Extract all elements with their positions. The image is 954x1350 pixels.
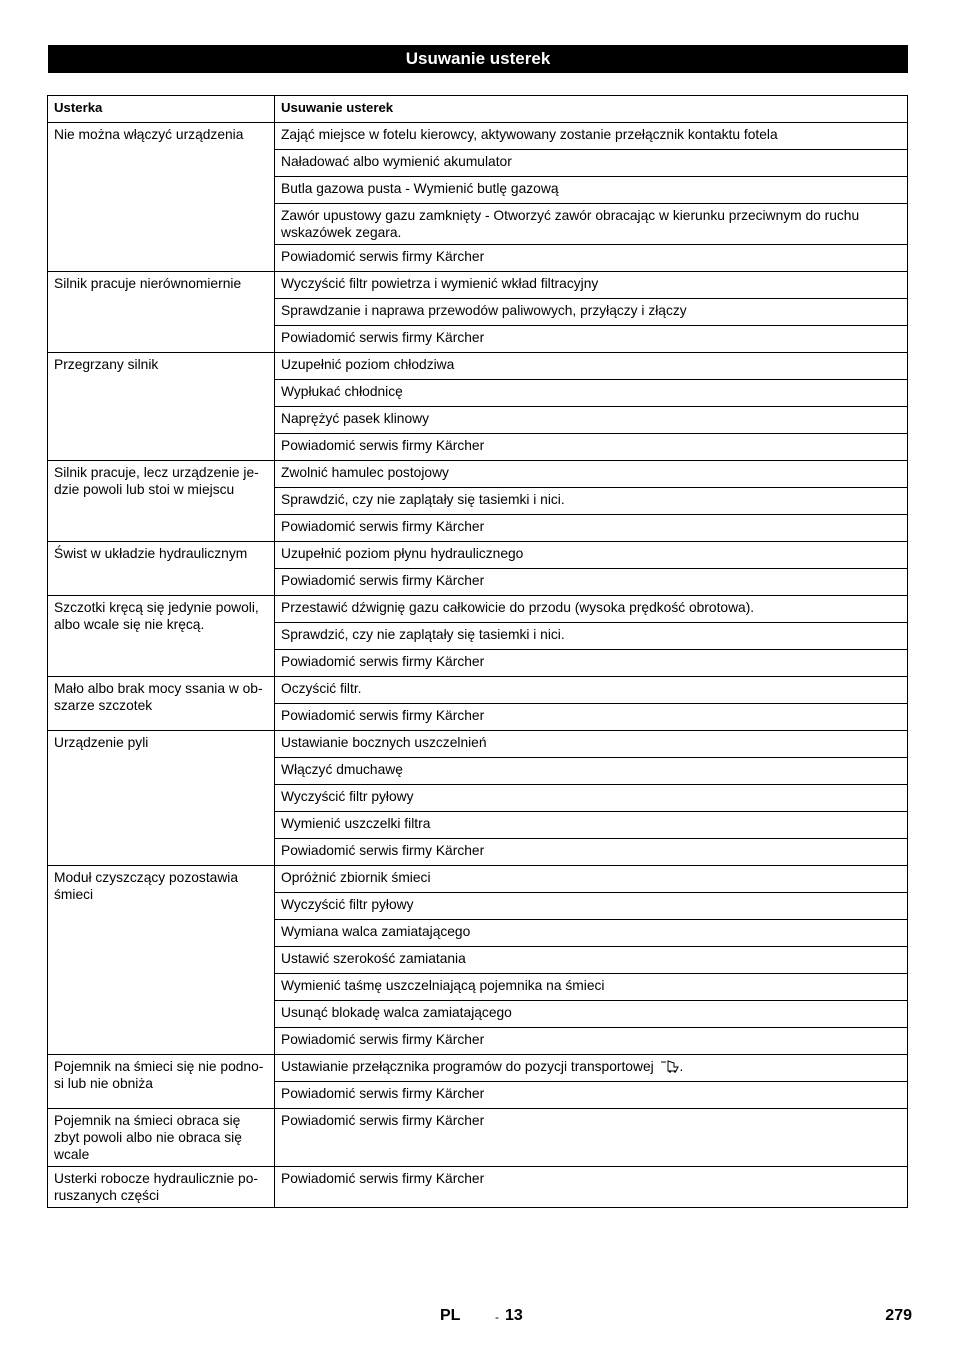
table-row bbox=[48, 596, 908, 623]
remedy-cell: Powiadomić serwis firmy Kärcher bbox=[275, 434, 908, 461]
remedy-cell: Usunąć blokadę walca zamiatającego bbox=[275, 1001, 908, 1028]
remedy-cell: Powiadomić serwis firmy Kärcher bbox=[275, 326, 908, 353]
remedy-text: Ustawianie przełącznika programów do pozycji transportowej bbox=[281, 1059, 654, 1074]
table-row bbox=[48, 542, 908, 569]
remedy-cell: Wymiana walca zamiatającego bbox=[275, 920, 908, 947]
remedy-cell: Sprawdzić, czy nie zaplątały się tasiemki i nici. bbox=[275, 623, 908, 650]
table-row bbox=[48, 731, 908, 758]
remedy-cell: Powiadomić serwis firmy Kärcher bbox=[275, 569, 908, 596]
fault-cell: Silnik pracuje, lecz urządzenie je-dzie powoli lub stoi w miejscu bbox=[48, 461, 275, 542]
table-body bbox=[48, 123, 908, 1208]
remedy-cell: Naprężyć pasek klinowy bbox=[275, 407, 908, 434]
remedy-cell: Powiadomić serwis firmy Kärcher bbox=[275, 1167, 908, 1208]
table-row bbox=[48, 353, 908, 380]
remedy-cell: Ustawić szerokość zamiatania bbox=[275, 947, 908, 974]
remedy-cell: Wymienić taśmę uszczelniającą pojemnika na śmieci bbox=[275, 974, 908, 1001]
remedy-cell: Ustawianie bocznych uszczelnień bbox=[275, 731, 908, 758]
remedy-cell: Uzupełnić poziom płynu hydraulicznego bbox=[275, 542, 908, 569]
remedy-cell: Uzupełnić poziom chłodziwa bbox=[275, 353, 908, 380]
remedy-cell: Wyczyścić filtr pyłowy bbox=[275, 893, 908, 920]
remedy-cell: Przestawić dźwignię gazu całkowicie do przodu (wysoka prędkość obrotowa). bbox=[275, 596, 908, 623]
transport-position-icon bbox=[660, 1059, 680, 1077]
footer-section-page: 13 bbox=[505, 1307, 523, 1324]
remedy-cell: Wyczyścić filtr powietrza i wymienić wkład filtracyjny bbox=[275, 272, 908, 299]
fault-cell: Pojemnik na śmieci się nie podno-si lub nie obniża bbox=[48, 1055, 275, 1109]
table-row bbox=[48, 1167, 908, 1208]
remedy-cell: Powiadomić serwis firmy Kärcher bbox=[275, 1028, 908, 1055]
fault-cell: Moduł czyszczący pozostawia śmieci bbox=[48, 866, 275, 1055]
fault-cell: Nie można włączyć urządzenia bbox=[48, 123, 275, 272]
fault-cell: Usterki robocze hydraulicznie po-ruszanych części bbox=[48, 1167, 275, 1208]
remedy-cell: Powiadomić serwis firmy Kärcher bbox=[275, 245, 908, 272]
troubleshooting-table bbox=[47, 95, 908, 1208]
remedy-cell: Powiadomić serwis firmy Kärcher bbox=[275, 515, 908, 542]
remedy-cell: Powiadomić serwis firmy Kärcher bbox=[275, 1109, 908, 1167]
remedy-cell: Powiadomić serwis firmy Kärcher bbox=[275, 839, 908, 866]
remedy-cell: Wyczyścić filtr pyłowy bbox=[275, 785, 908, 812]
remedy-cell bbox=[275, 1055, 908, 1082]
footer-page-number: 279 bbox=[885, 1307, 912, 1324]
remedy-cell: Wymienić uszczelki filtra bbox=[275, 812, 908, 839]
section-title: Usuwanie usterek bbox=[48, 45, 908, 73]
table-row bbox=[48, 1109, 908, 1167]
remedy-cell: Powiadomić serwis firmy Kärcher bbox=[275, 650, 908, 677]
fault-cell: Świst w układzie hydraulicznym bbox=[48, 542, 275, 596]
remedy-cell: Naładować albo wymienić akumulator bbox=[275, 150, 908, 177]
fault-cell: Urządzenie pyli bbox=[48, 731, 275, 866]
remedy-cell: Powiadomić serwis firmy Kärcher bbox=[275, 704, 908, 731]
footer-language: PL bbox=[440, 1307, 461, 1324]
fault-cell: Mało albo brak mocy ssania w ob-szarze szczotek bbox=[48, 677, 275, 731]
table-row bbox=[48, 123, 908, 150]
remedy-suffix: . bbox=[679, 1059, 684, 1074]
table-row bbox=[48, 677, 908, 704]
footer-dash: - bbox=[495, 1310, 499, 1324]
table-row bbox=[48, 272, 908, 299]
table-row bbox=[48, 461, 908, 488]
remedy-cell: Zawór upustowy gazu zamknięty - Otworzyć zawór obracając w kierunku przeciwnym do ruchu wskazówek zegara. bbox=[275, 204, 908, 245]
remedy-cell: Powiadomić serwis firmy Kärcher bbox=[275, 1082, 908, 1109]
remedy-cell: Oczyścić filtr. bbox=[275, 677, 908, 704]
remedy-cell: Wypłukać chłodnicę bbox=[275, 380, 908, 407]
fault-cell: Pojemnik na śmieci obraca się zbyt powoli albo nie obraca się wcale bbox=[48, 1109, 275, 1167]
remedy-cell: Sprawdzić, czy nie zaplątały się tasiemki i nici. bbox=[275, 488, 908, 515]
fault-cell: Silnik pracuje nierównomiernie bbox=[48, 272, 275, 353]
remedy-cell: Opróżnić zbiornik śmieci bbox=[275, 866, 908, 893]
table-row bbox=[48, 1055, 908, 1082]
column-header-fault: Usterka bbox=[48, 96, 275, 123]
table-header-row bbox=[48, 96, 908, 123]
column-header-remedy: Usuwanie usterek bbox=[275, 96, 908, 123]
remedy-cell: Sprawdzanie i naprawa przewodów paliwowych, przyłączy i złączy bbox=[275, 299, 908, 326]
fault-cell: Przegrzany silnik bbox=[48, 353, 275, 461]
remedy-cell: Włączyć dmuchawę bbox=[275, 758, 908, 785]
remedy-cell: Zająć miejsce w fotelu kierowcy, aktywowany zostanie przełącznik kontaktu fotela bbox=[275, 123, 908, 150]
remedy-cell: Butla gazowa pusta - Wymienić butlę gazową bbox=[275, 177, 908, 204]
table-row bbox=[48, 866, 908, 893]
fault-cell: Szczotki kręcą się jedynie powoli, albo wcale się nie kręcą. bbox=[48, 596, 275, 677]
remedy-cell: Zwolnić hamulec postojowy bbox=[275, 461, 908, 488]
